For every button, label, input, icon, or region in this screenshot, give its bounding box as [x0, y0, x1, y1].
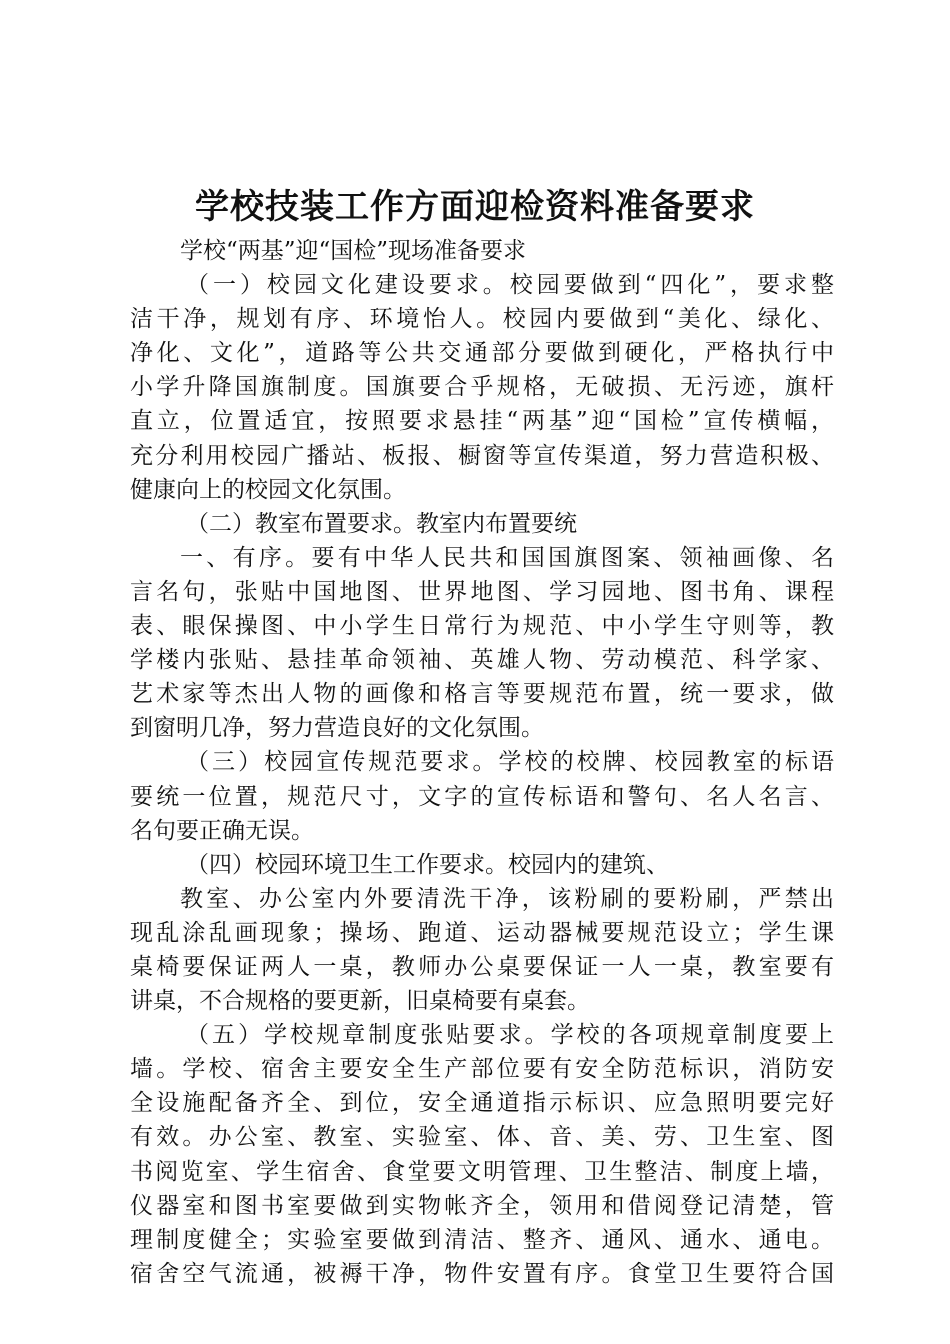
body-line: 宿舍空气流通，被褥干净，物件安置有序。食堂卫生要符合国 — [130, 1260, 834, 1287]
body-line: 书阅览室、学生宿舍、食堂要文明管理、卫生整洁、制度上墙， — [130, 1158, 834, 1185]
body-line: （二）教室布置要求。教室内布置要统 — [186, 510, 577, 537]
body-line: 小学升降国旗制度。国旗要合乎规格，无破损、无污迹，旗杆 — [130, 374, 834, 401]
body-line: 到窗明几净，努力营造良好的文化氛围。 — [130, 715, 544, 742]
body-line: 全设施配备齐全、到位，安全通道指示标识、应急照明要完好 — [130, 1090, 834, 1117]
document-title: 学校技装工作方面迎检资料准备要求 — [195, 187, 755, 227]
body-line: 理制度健全；实验室要做到清洁、整齐、通风、通水、通电。 — [130, 1226, 834, 1253]
body-line: 直立，位置适宜，按照要求悬挂“两基”迎“国检”宣传横幅， — [130, 408, 834, 435]
body-line: 仪器室和图书室要做到实物帐齐全，领用和借阅登记清楚，管 — [130, 1192, 834, 1219]
body-line: 墙。学校、宿舍主要安全生产部位要有安全防范标识，消防安 — [130, 1056, 834, 1083]
body-line: 桌椅要保证两人一桌，教师办公桌要保证一人一桌，教室要有 — [130, 953, 834, 980]
body-line: 有效。办公室、教室、实验室、体、音、美、劳、卫生室、图 — [130, 1124, 834, 1151]
body-line: 洁干净，规划有序、环境怡人。校园内要做到“美化、绿化、 — [130, 306, 834, 333]
body-line: 净化、文化”，道路等公共交通部分要做到硬化，严格执行中 — [130, 340, 834, 367]
body-line: 表、眼保操图、中小学生日常行为规范、中小学生守则等，教 — [130, 613, 834, 640]
body-line: 言名句，张贴中国地图、世界地图、学习园地、图书角、课程 — [130, 578, 834, 605]
body-line: （一）校园文化建设要求。校园要做到“四化”，要求整 — [186, 272, 834, 299]
document-body — [130, 234, 834, 1291]
body-line: （五）学校规章制度张贴要求。学校的各项规章制度要上 — [186, 1022, 834, 1049]
body-line: 健康向上的校园文化氛围。 — [130, 476, 406, 503]
body-line: 讲桌，不合规格的要更新，旧桌椅要有桌套。 — [130, 988, 590, 1015]
body-line: （四）校园环境卫生工作要求。校园内的建筑、 — [186, 851, 669, 878]
body-line: 学楼内张贴、悬挂革命领袖、英雄人物、劳动模范、科学家、 — [130, 647, 834, 674]
body-line: 艺术家等杰出人物的画像和格言等要规范布置，统一要求，做 — [130, 681, 834, 708]
body-line: 要统一位置，规范尺寸，文字的宣传标语和警句、名人名言、 — [130, 783, 834, 810]
body-line: 一、有序。要有中华人民共和国国旗图案、领袖画像、名 — [180, 544, 834, 571]
body-line: 充分利用校园广播站、板报、橱窗等宣传渠道，努力营造积极、 — [130, 442, 834, 469]
body-line: 名句要正确无误。 — [130, 817, 314, 844]
subtitle-line: 学校“两基”迎“国检”现场准备要求 — [180, 238, 527, 264]
body-line: 现乱涂乱画现象；操场、跑道、运动器械要规范设立；学生课 — [130, 919, 834, 946]
body-line: 教室、办公室内外要清洗干净，该粉刷的要粉刷，严禁出 — [180, 885, 834, 912]
body-line: （三）校园宣传规范要求。学校的校牌、校园教室的标语 — [186, 749, 834, 776]
